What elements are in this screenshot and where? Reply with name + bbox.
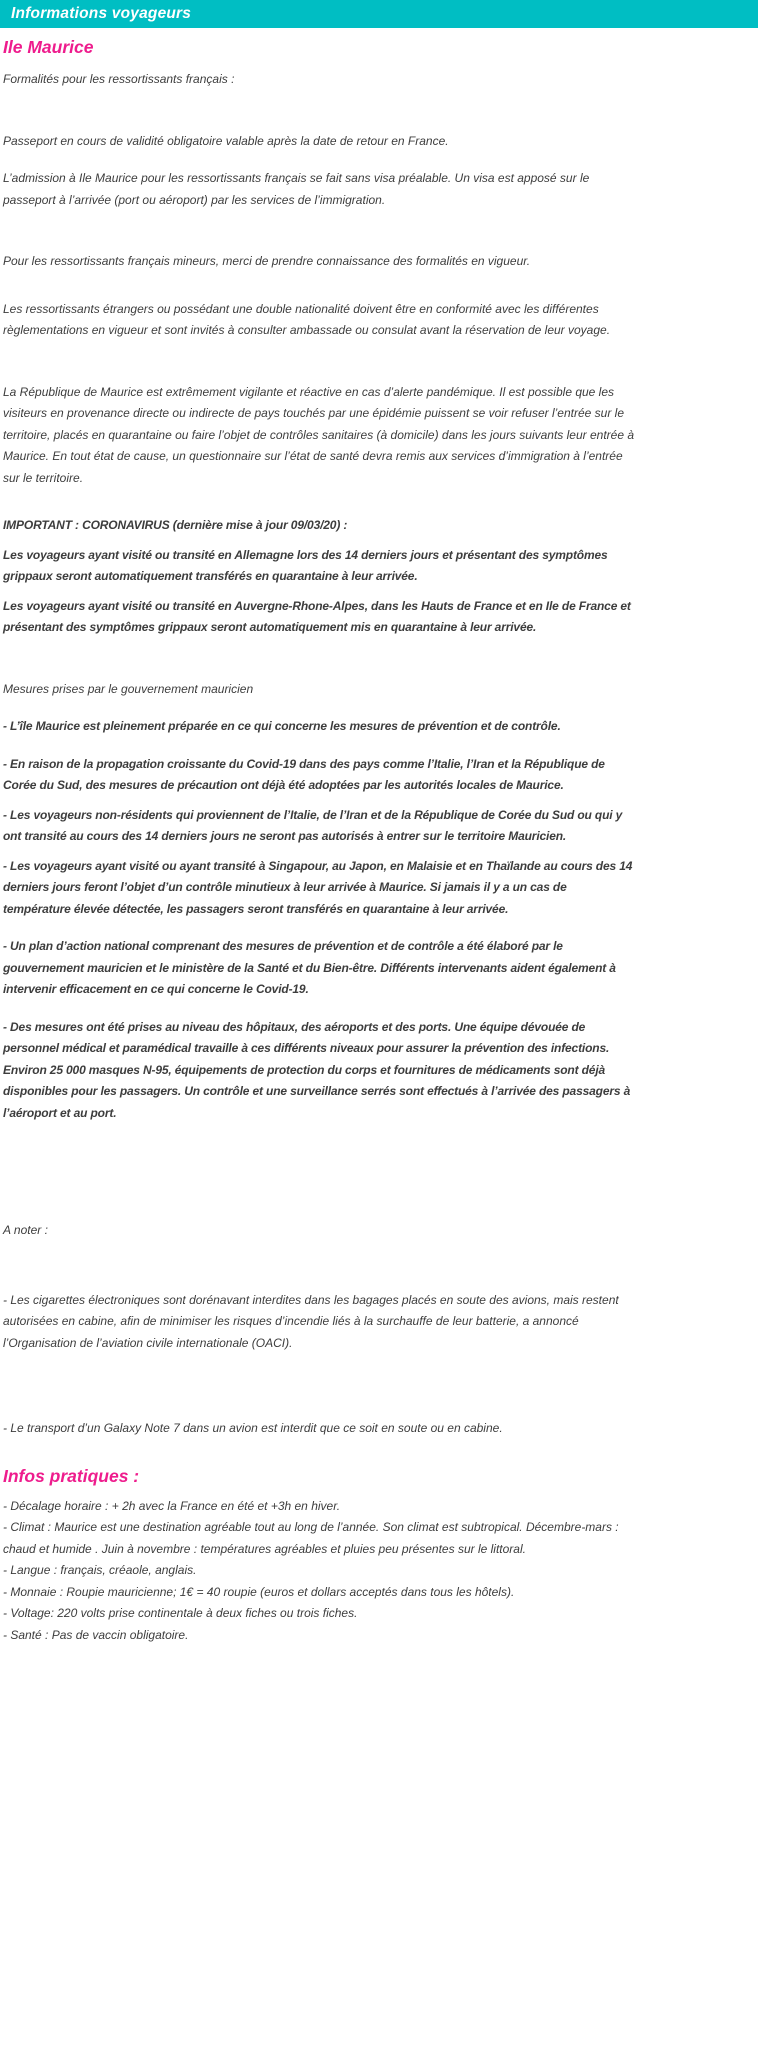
paragraph-passeport: Passeport en cours de validité obligatoire valable après la date de retour en France. bbox=[3, 133, 449, 148]
paragraph-quarantaine-regions: Les voyageurs ayant visité ou transité en Auvergne-Rhone-Alpes, dans les Hauts de France et en Ile de France et présentant des symptômes grippaux seront automatiquement mis en quarantaine à leur arrivée. bbox=[3, 598, 631, 634]
practical-item-sante: - Santé : Pas de vaccin obligatoire. bbox=[3, 1627, 189, 1642]
paragraph-mesure-preparation: - L’île Maurice est pleinement préparée en ce qui concerne les mesures de prévention et de contrôle. bbox=[3, 719, 561, 733]
paragraph-mineurs: Pour les ressortissants français mineurs, merci de prendre connaissance des formalités en vigueur. bbox=[3, 254, 531, 268]
paragraph-quarantaine-allemagne: Les voyageurs ayant visité ou transité en Allemagne lors des 14 derniers jours et présentant des symptômes grippaux seront automatiquement transférés en quarantaine à leur arrivée. bbox=[3, 547, 608, 583]
paragraph-mesure-plan-national: - Un plan d’action national comprenant des mesures de prévention et de contrôle a été élaboré par le gouvernement mauricien et le ministère de la Santé et du Bien-être. Différents intervenants aident également à intervenir efficacement en ce qui concerne le Covid-19. bbox=[3, 939, 616, 996]
practical-item-decalage: - Décalage horaire : + 2h avec la France en été et +3h en hiver. bbox=[3, 1498, 341, 1513]
paragraph-a-noter: A noter : bbox=[3, 1223, 48, 1237]
paragraph-admission-visa: L’admission à Ile Maurice pour les ressortissants français se fait sans visa préalable. Un visa est apposé sur le passeport à l’arrivée (port ou aéroport) par les services de l’immigration. bbox=[3, 171, 590, 207]
paragraph-mesure-controle-arrivee: - Les voyageurs ayant visité ou ayant transité à Singapour, au Japon, en Malaisie et en Thaïlande au cours des 14 derniers jours feront l’objet d’un contrôle minutieux à leur arrivée à Maurice. Si jamais il y a un cas de température élevée détectée, les passagers seront transférés en quarantaine à leur arrivée. bbox=[3, 858, 633, 916]
practical-item-langue: - Langue : français, créaole, anglais. bbox=[3, 1563, 197, 1577]
section-header-title: Informations voyageurs bbox=[11, 5, 192, 22]
practical-item-climat: - Climat : Maurice est une destination agréable tout au long de l’année. Son climat est subtropical. Décembre-mars : chaud et humide . Juin à novembre : températures agréables et pluies peu présentes sur le littoral. bbox=[3, 1520, 619, 1556]
paragraph-etrangers: Les ressortissants étrangers ou possédant une double nationalité doivent être en conformité avec les différentes règlementations en vigueur et sont invités à consulter ambassade ou consulat avant la réservation de leur voyage. bbox=[3, 301, 611, 337]
paragraph-important-coronavirus: IMPORTANT : CORONAVIRUS (dernière mise à jour 09/03/20) : bbox=[3, 518, 348, 532]
page-title: Ile Maurice bbox=[3, 37, 94, 57]
traveler-info-article bbox=[0, 28, 758, 1646]
practical-item-monnaie: - Monnaie : Roupie mauricienne; 1€ = 40 roupie (euros et dollars acceptés dans tous les hôtels). bbox=[3, 1584, 515, 1599]
paragraph-formalites: Formalités pour les ressortissants français : bbox=[3, 72, 235, 86]
paragraph-alerte-pandemie: La République de Maurice est extrêmement vigilante et réactive en cas d’alerte pandémique. Il est possible que les visiteurs en provenance directe ou indirecte de pays touchés par une épidémie puissent se voir refuser l’entrée sur le territoire, placés en quarantaine ou faire l’objet de contrôles sanitaires (à domicile) dans les jours suivants leur entrée à Maurice. En tout état de cause, un questionnaire sur l’état de santé devra remis aux services d’immigration à l’entrée sur le territoire. bbox=[3, 384, 635, 485]
paragraph-cigarettes-electroniques: - Les cigarettes électroniques sont dorénavant interdites dans les bagages placés en soute des avions, mais restent autorisées en cabine, afin de minimiser les risques d’incendie liés à la surchauffe de leur batterie, a annoncé l’Organisation de l’aviation civile internationale (OACI). bbox=[3, 1292, 619, 1350]
practical-info-title: Infos pratiques : bbox=[3, 1465, 140, 1486]
paragraph-galaxy-note7: - Le transport d’un Galaxy Note 7 dans un avion est interdit que ce soit en soute ou en cabine. bbox=[3, 1421, 503, 1435]
paragraph-mesures-gouvernement: Mesures prises par le gouvernement mauricien bbox=[3, 681, 254, 696]
paragraph-mesure-hopitaux: - Des mesures ont été prises au niveau des hôpitaux, des aéroports et des ports. Une équipe dévouée de personnel médical et paramédical travaille à ces différents niveaux pour assurer la prévention des infections. Environ 25 000 masques N-95, équipements de protection du corps et fournitures de médicaments sont déjà disponibles pour les passagers. Un contrôle et une surveillance serrés sont effectués à l’arrivée des passagers à l’aéroport et au port. bbox=[3, 1019, 631, 1120]
practical-item-voltage: - Voltage: 220 volts prise continentale à deux fiches ou trois fiches. bbox=[3, 1606, 358, 1620]
paragraph-mesure-precaution: - En raison de la propagation croissante du Covid-19 dans des pays comme l’Italie, l’Iran et la République de Corée du Sud, des mesures de précaution ont déjà été adoptées par les autorités locales de Maurice. bbox=[3, 756, 605, 792]
paragraph-mesure-non-residents: - Les voyageurs non-résidents qui proviennent de l’Italie, de l’Iran et de la République de Corée du Sud ou qui y ont transité au cours des 14 derniers jours ne seront pas autorisés à entrer sur le territoire Mauricien. bbox=[3, 807, 623, 843]
section-header-bar bbox=[0, 0, 758, 28]
